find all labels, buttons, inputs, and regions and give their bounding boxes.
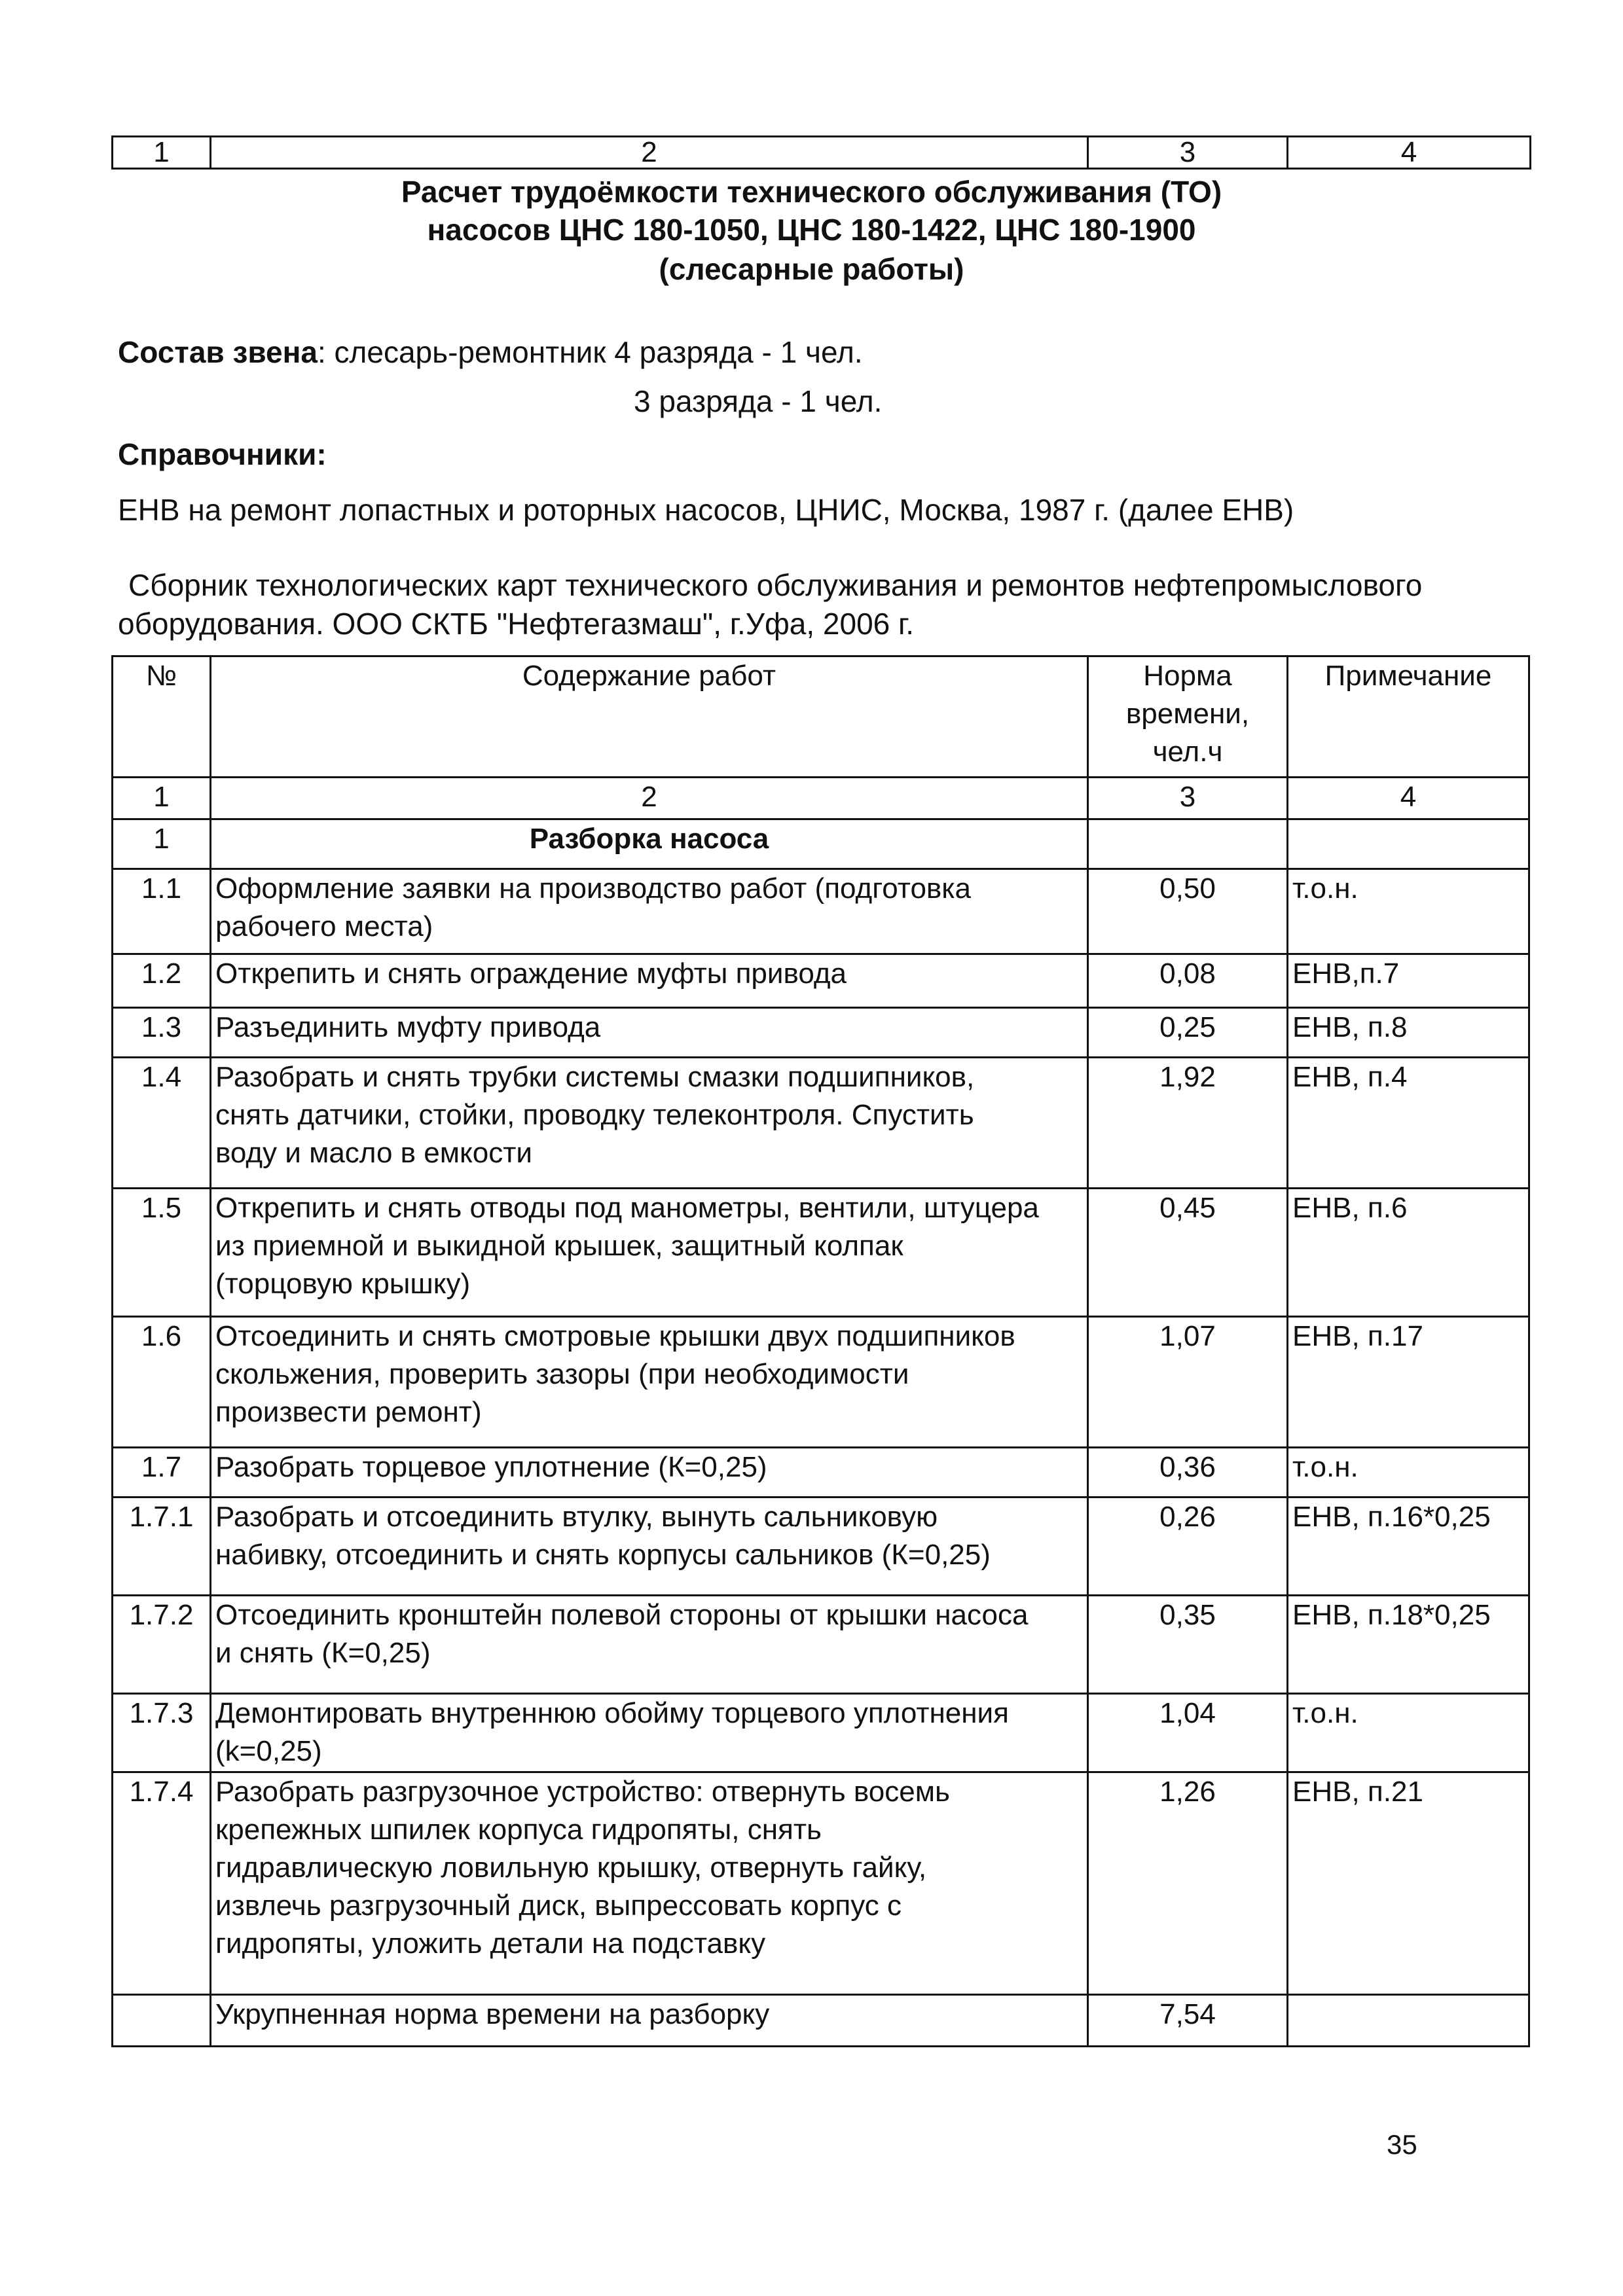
row-work <box>211 869 1088 954</box>
row-work <box>211 1448 1088 1498</box>
row-note: ЕНВ, п.6 <box>1288 1189 1529 1317</box>
title-line-1: Расчет трудоёмкости технического обслуживания (ТО) <box>401 175 1222 209</box>
table-row <box>113 1448 1529 1498</box>
row-num: 1.7.4 <box>113 1772 211 1995</box>
ref-2-line-1: Сборник технологических карт технического обслуживания и ремонтов нефтепромыслового <box>128 568 1423 602</box>
row-num: 1.1 <box>113 869 211 954</box>
ref-2-line-2: оборудования. ООО СКТБ "Нефтегазмаш", г.Уфа, 2006 г. <box>118 607 914 641</box>
row-note: ЕНВ, п.8 <box>1288 1008 1529 1058</box>
refs-label: Справочники: <box>118 437 327 471</box>
works-rows <box>113 869 1529 1995</box>
crew-line-2: 3 разряда - 1 чел. <box>634 384 883 418</box>
colnum-3: 3 <box>1088 778 1288 819</box>
colnum-2: 2 <box>211 778 1088 819</box>
row-note: т.о.н. <box>1288 1694 1529 1772</box>
row-num: 1.7 <box>113 1448 211 1498</box>
table-row <box>113 1596 1529 1694</box>
column-number-row <box>113 778 1529 819</box>
row-work <box>211 1189 1088 1317</box>
top-header-col-4: 4 <box>1288 137 1531 169</box>
row-work-line: воду и масло в емкости <box>215 1137 532 1169</box>
row-work <box>211 1498 1088 1596</box>
table-row <box>113 1498 1529 1596</box>
header-num: № <box>113 656 211 778</box>
row-work-line: Отсоединить кронштейн полевой стороны от крышки насоса <box>215 1599 1029 1631</box>
total-label: Укрупненная норма времени на разборку <box>211 1995 1088 2047</box>
top-header-col-3: 3 <box>1088 137 1288 169</box>
section-note <box>1288 819 1529 869</box>
row-num: 1.7.1 <box>113 1498 211 1596</box>
row-norm: 1,07 <box>1088 1317 1288 1448</box>
row-work-line: Разобрать и отсоединить втулку, вынуть сальниковую <box>215 1501 938 1533</box>
section-title: Разборка насоса <box>211 819 1088 869</box>
row-work-line: Разобрать торцевое уплотнение (К=0,25) <box>215 1451 767 1483</box>
row-num: 1.7.3 <box>113 1694 211 1772</box>
row-work-line: Открепить и снять отводы под манометры, вентили, штуцера <box>215 1192 1039 1224</box>
row-num: 1.7.2 <box>113 1596 211 1694</box>
table-row <box>113 1772 1529 1995</box>
crew-line-1 <box>118 332 863 372</box>
row-work <box>211 1772 1088 1995</box>
row-note: ЕНВ, п.18*0,25 <box>1288 1596 1529 1694</box>
header-norm-line-2: времени, <box>1125 698 1250 730</box>
header-norm-line-1: Норма <box>1143 660 1232 692</box>
crew-label: Состав звена <box>118 335 318 369</box>
row-norm: 0,25 <box>1088 1008 1288 1058</box>
row-work-line: (k=0,25) <box>215 1735 322 1767</box>
section-norm <box>1088 819 1288 869</box>
works-table <box>111 655 1530 2047</box>
row-work <box>211 1596 1088 1694</box>
table-row <box>113 1189 1529 1317</box>
row-note: т.о.н. <box>1288 869 1529 954</box>
table-row <box>113 1058 1529 1189</box>
header-note: Примечание <box>1288 656 1529 778</box>
row-work-line: снять датчики, стойки, проводку телеконтроля. Спустить <box>215 1099 974 1131</box>
row-work <box>211 954 1088 1008</box>
table-row <box>113 1008 1529 1058</box>
row-norm: 0,08 <box>1088 954 1288 1008</box>
row-work-line: рабочего места) <box>215 910 433 942</box>
table-row <box>113 1694 1529 1772</box>
row-norm: 0,45 <box>1088 1189 1288 1317</box>
row-note: ЕНВ,п.7 <box>1288 954 1529 1008</box>
row-note: ЕНВ, п.17 <box>1288 1317 1529 1448</box>
row-work-line: из приемной и выкидной крышек, защитный колпак <box>215 1230 903 1262</box>
total-note <box>1288 1995 1529 2047</box>
row-norm: 0,36 <box>1088 1448 1288 1498</box>
table-header-row <box>113 656 1529 778</box>
total-row <box>113 1995 1529 2047</box>
title-line-2: насосов ЦНС 180-1050, ЦНС 180-1422, ЦНС 180-1900 <box>427 213 1196 247</box>
row-work-line: гидравлическую ловильную крышку, отвернуть гайку, <box>215 1852 927 1884</box>
section-num: 1 <box>113 819 211 869</box>
row-work-line: Оформление заявки на производство работ (подготовка <box>215 872 971 905</box>
top-header-col-2: 2 <box>211 137 1088 169</box>
row-work-line: Отсоединить и снять смотровые крышки двух подшипников <box>215 1320 1015 1352</box>
table-row <box>113 954 1529 1008</box>
row-note: ЕНВ, п.16*0,25 <box>1288 1498 1529 1596</box>
title-line-3: (слесарные работы) <box>659 252 964 286</box>
row-work-line: и снять (К=0,25) <box>215 1637 431 1669</box>
table-row <box>113 1317 1529 1448</box>
row-note: ЕНВ, п.4 <box>1288 1058 1529 1189</box>
row-num: 1.2 <box>113 954 211 1008</box>
row-work-line: Открепить и снять ограждение муфты привода <box>215 958 847 990</box>
row-work-line: гидропяты, уложить детали на подставку <box>215 1928 766 1960</box>
row-work-line: крепежных шпилек корпуса гидропяты, снять <box>215 1814 822 1846</box>
row-norm: 0,35 <box>1088 1596 1288 1694</box>
colnum-4: 4 <box>1288 778 1529 819</box>
ref-1: ЕНВ на ремонт лопастных и роторных насосов, ЦНИС, Москва, 1987 г. (далее ЕНВ) <box>118 493 1294 527</box>
page-number: 35 <box>1387 2129 1417 2160</box>
row-num: 1.4 <box>113 1058 211 1189</box>
row-note: т.о.н. <box>1288 1448 1529 1498</box>
crew-composition: : слесарь-ремонтник 4 разряда - 1 чел. <box>317 335 863 369</box>
top-header-col-1: 1 <box>113 137 211 169</box>
row-norm: 0,26 <box>1088 1498 1288 1596</box>
row-norm: 0,50 <box>1088 869 1288 954</box>
row-work-line: Разобрать и снять трубки системы смазки подшипников, <box>215 1061 975 1093</box>
row-work-line: набивку, отсоединить и снять корпусы сальников (К=0,25) <box>215 1539 991 1571</box>
total-num <box>113 1995 211 2047</box>
total-norm: 7,54 <box>1088 1995 1288 2047</box>
row-work-line: (торцовую крышку) <box>215 1268 471 1300</box>
header-norm <box>1088 656 1288 778</box>
section-row <box>113 819 1529 869</box>
row-num: 1.6 <box>113 1317 211 1448</box>
row-work <box>211 1694 1088 1772</box>
row-work-line: произвести ремонт) <box>215 1396 482 1428</box>
row-work-line: извлечь разгрузочный диск, выпрессовать корпус с <box>215 1890 902 1922</box>
header-norm-line-3: чел.ч <box>1152 736 1223 768</box>
row-work-line: Разъединить муфту привода <box>215 1011 601 1043</box>
row-num: 1.3 <box>113 1008 211 1058</box>
row-work <box>211 1317 1088 1448</box>
row-work <box>211 1058 1088 1189</box>
row-norm: 1,26 <box>1088 1772 1288 1995</box>
row-note: ЕНВ, п.21 <box>1288 1772 1529 1995</box>
row-norm: 1,92 <box>1088 1058 1288 1189</box>
row-work <box>211 1008 1088 1058</box>
row-work-line: скольжения, проверить зазоры (при необходимости <box>215 1358 909 1390</box>
table-row <box>113 869 1529 954</box>
top-header-table <box>111 135 1531 170</box>
row-work-line: Демонтировать внутреннюю обойму торцевого уплотнения <box>215 1697 1009 1729</box>
colnum-1: 1 <box>113 778 211 819</box>
row-num: 1.5 <box>113 1189 211 1317</box>
row-work-line: Разобрать разгрузочное устройство: отвернуть восемь <box>215 1776 950 1808</box>
row-norm: 1,04 <box>1088 1694 1288 1772</box>
header-work: Содержание работ <box>211 656 1088 778</box>
